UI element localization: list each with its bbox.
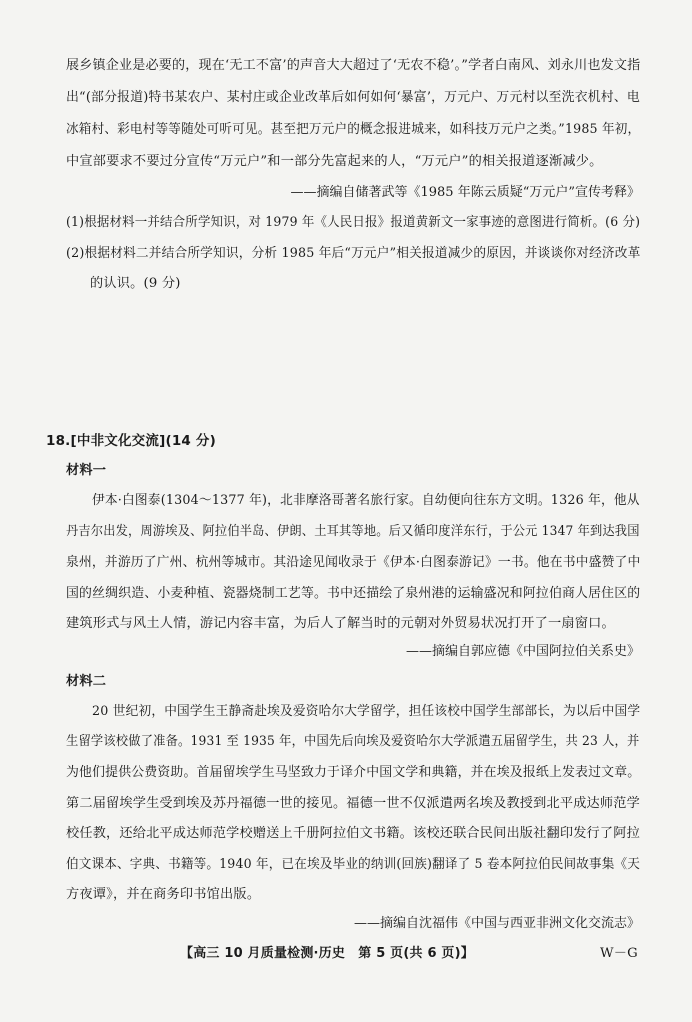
question-18-title: 18.[中非文化交流](14 分): [46, 433, 216, 449]
material-2-line: 第二届留埃学生受到埃及苏丹福德一世的接见。福德一世不仅派遣两名埃及教授到北平成达师范学: [66, 796, 640, 811]
paragraph-line: 冰箱村、彩电村等等随处可听可见。甚至把万元户的概念报进城来，如科技万元户之类。”1985 年初，: [66, 122, 641, 137]
paragraph-line: 中宣部要求不要过分宣传“万元户”和一部分先富起来的人，“万元户”的相关报道逐渐减少。: [66, 154, 603, 169]
page-code: W－G: [600, 946, 638, 961]
material-1-line: 伊本·白图泰(1304～1377 年)，北非摩洛哥著名旅行家。自幼便向往东方文明。1326 年，他从: [92, 493, 640, 508]
material-1-line: 建筑形式与风土人情，游记内容丰富，为后人了解当时的元朝对外贸易状况打开了一扇窗口。: [66, 616, 615, 631]
material-1-source: ——摘编自郭应德《中国阿拉伯关系史》: [405, 644, 640, 659]
material-2-line: 校任教，还给北平成达师范学校赠送上千册阿拉伯文书籍。该校还联合民间出版社翻印发行了阿拉: [66, 826, 640, 841]
material-1-line: 泉州，并游历了广州、杭州等城市。其沿途见闻收录于《伊本·白图泰游记》一书。他在书中盛赞了中: [66, 555, 641, 570]
material-2-line: 生留学该校做了准备。1931 至 1935 年，中国先后向埃及爱资哈尔大学派遣五届留学生，共 23 人，并: [66, 734, 640, 749]
material-2-line: 伯文课本、字典、书籍等。1940 年，已在埃及毕业的纳训(回族)翻译了 5 卷本阿拉伯民间故事集《天: [66, 857, 641, 872]
paragraph-line: 出“(部分报道)特书某农户、某村庄或企业改革后如何如何‘暴富’，万元户、万元村以至洗衣机村、电: [66, 90, 640, 105]
question-2-continued: 的认识。(9 分): [90, 276, 181, 291]
material-1-line: 国的丝绸织造、小麦种植、瓷器烧制工艺等。书中还描绘了泉州港的运输盛况和阿拉伯商人居住区的: [66, 586, 641, 601]
material-2-label: 材料二: [66, 674, 107, 689]
source-citation: ——摘编自储著武等《1985 年陈云质疑“万元户”宣传考释》: [290, 185, 640, 200]
page-footer: 【高三 10 月质量检测·历史 第 5 页(共 6 页)】: [180, 946, 474, 961]
material-1-line: 丹吉尔出发，周游埃及、阿拉伯半岛、伊朗、土耳其等地。后又循印度洋东行，于公元 1347 年到达我国: [66, 524, 640, 539]
paragraph-line: 展乡镇企业是必要的，现在‘无工不富’的声音大大超过了‘无农不稳’。”学者白南风、刘永川也发文指: [66, 58, 641, 73]
material-2-line: 方夜谭》，并在商务印书馆出版。: [66, 887, 261, 902]
material-2-line: 20 世纪初，中国学生王静斋赴埃及爱资哈尔大学留学，担任该校中国学生部部长，为以后中国学: [92, 704, 641, 719]
material-1-label: 材料一: [66, 463, 107, 478]
material-2-line: 为他们提供公费资助。首届留埃学生马坚致力于译介中国文学和典籍，并在埃及报纸上发表过文章。: [66, 765, 641, 780]
question-1: (1)根据材料一并结合所学知识，对 1979 年《人民日报》报道黄新文一家事迹的意图进行简析。(6 分): [66, 215, 641, 230]
question-2: (2)根据材料二并结合所学知识，分析 1985 年后“万元户”相关报道减少的原因，并谈谈你对经济改革: [66, 246, 641, 261]
material-2-source: ——摘编自沈福伟《中国与西亚非洲文化交流志》: [353, 916, 640, 931]
